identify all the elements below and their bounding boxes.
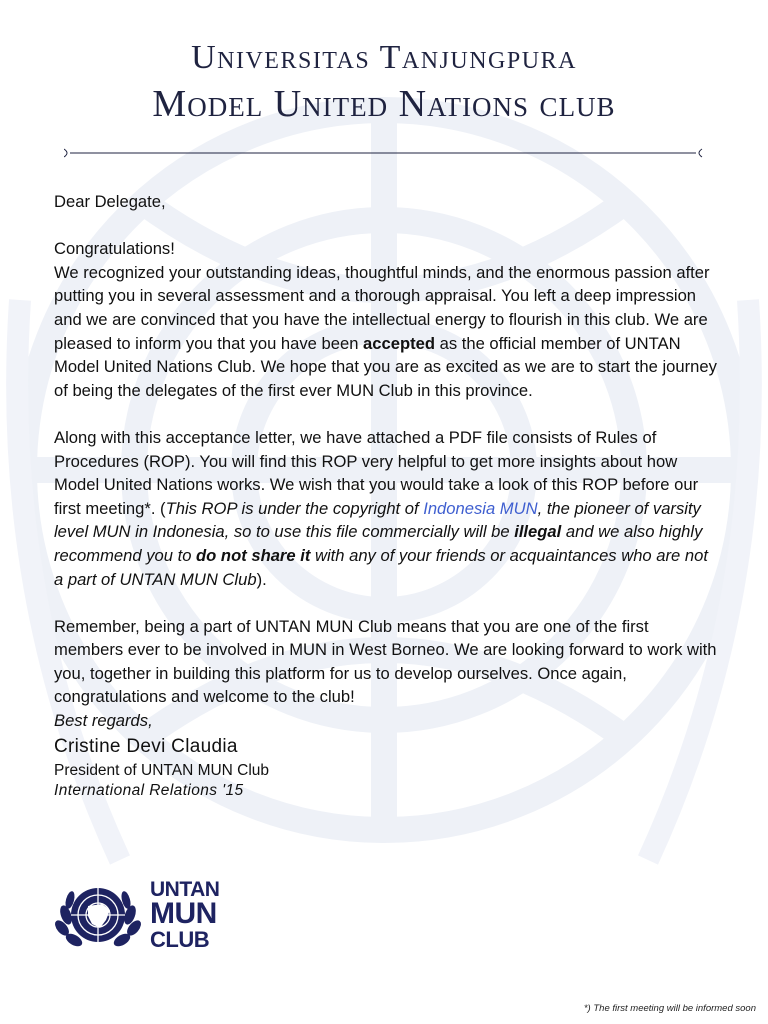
paragraph-2: Along with this acceptance letter, we have attached a PDF file consists of Rules of Procedures (ROP). You will find this ROP very helpful to get more insights about how Model United Nations works. We wish that you would take a look of this ROP before our first meeting*. (This ROP is under the copyright of Indonesia MUN, the pioneer of varsity level MUN in Indonesia, so to use this file commercially will be illegal and we also highly recommend you to do not share it with any of your friends or acquaintances who are not a part of UNTAN MUN Club). [54,427,708,589]
university-name: Universitas Tanjungpura [191,39,577,76]
salutation: Dear Delegate, [54,192,166,211]
congratulations-line: Congratulations! [54,239,175,259]
un-globe-icon [54,880,142,950]
do-not-share-emphasis: do not share it [196,545,311,565]
footnote: *) The first meeting will be informed soon [583,1003,756,1014]
signatory-title: President of UNTAN MUN Club [54,761,270,779]
accepted-emphasis: accepted [363,333,435,353]
club-name: Model United Nations club [152,83,616,125]
closing-regards: Best regards, [54,711,153,731]
signatory-department: International Relations '15 [54,781,244,799]
logo-wordmark: UNTAN MUN CLUB [150,878,220,952]
illegal-emphasis: illegal [514,522,562,542]
signatory-name: Cristine Devi Claudia [54,735,238,757]
letter-body [54,190,718,801]
paragraph-3: Remember, being a part of UNTAN MUN Club means that you are one of the first members ever to be involved in MUN in West Borneo. We are looking forward to work with you, together in building this platform for us to develop ourselves. Once again, congratulations and welcome to the club! [54,616,717,707]
header-divider [64,146,704,160]
paragraph-1: We recognized your outstanding ideas, thoughtful minds, and the enormous passion after putting you in several assessment and a thorough appraisal. You left a deep impression and we are convinced that you have the intellectual energy to flourish in this club. We are pleased to inform you that you have been accepted as the official member of UNTAN Model United Nations Club. We hope that you are as excited as we are to start the journey of being the delegates of the first ever MUN Club in this province. [54,262,717,400]
indonesia-mun-link[interactable]: Indonesia MUN [423,498,538,518]
untan-mun-club-logo [54,880,234,950]
letter-header [0,38,768,128]
